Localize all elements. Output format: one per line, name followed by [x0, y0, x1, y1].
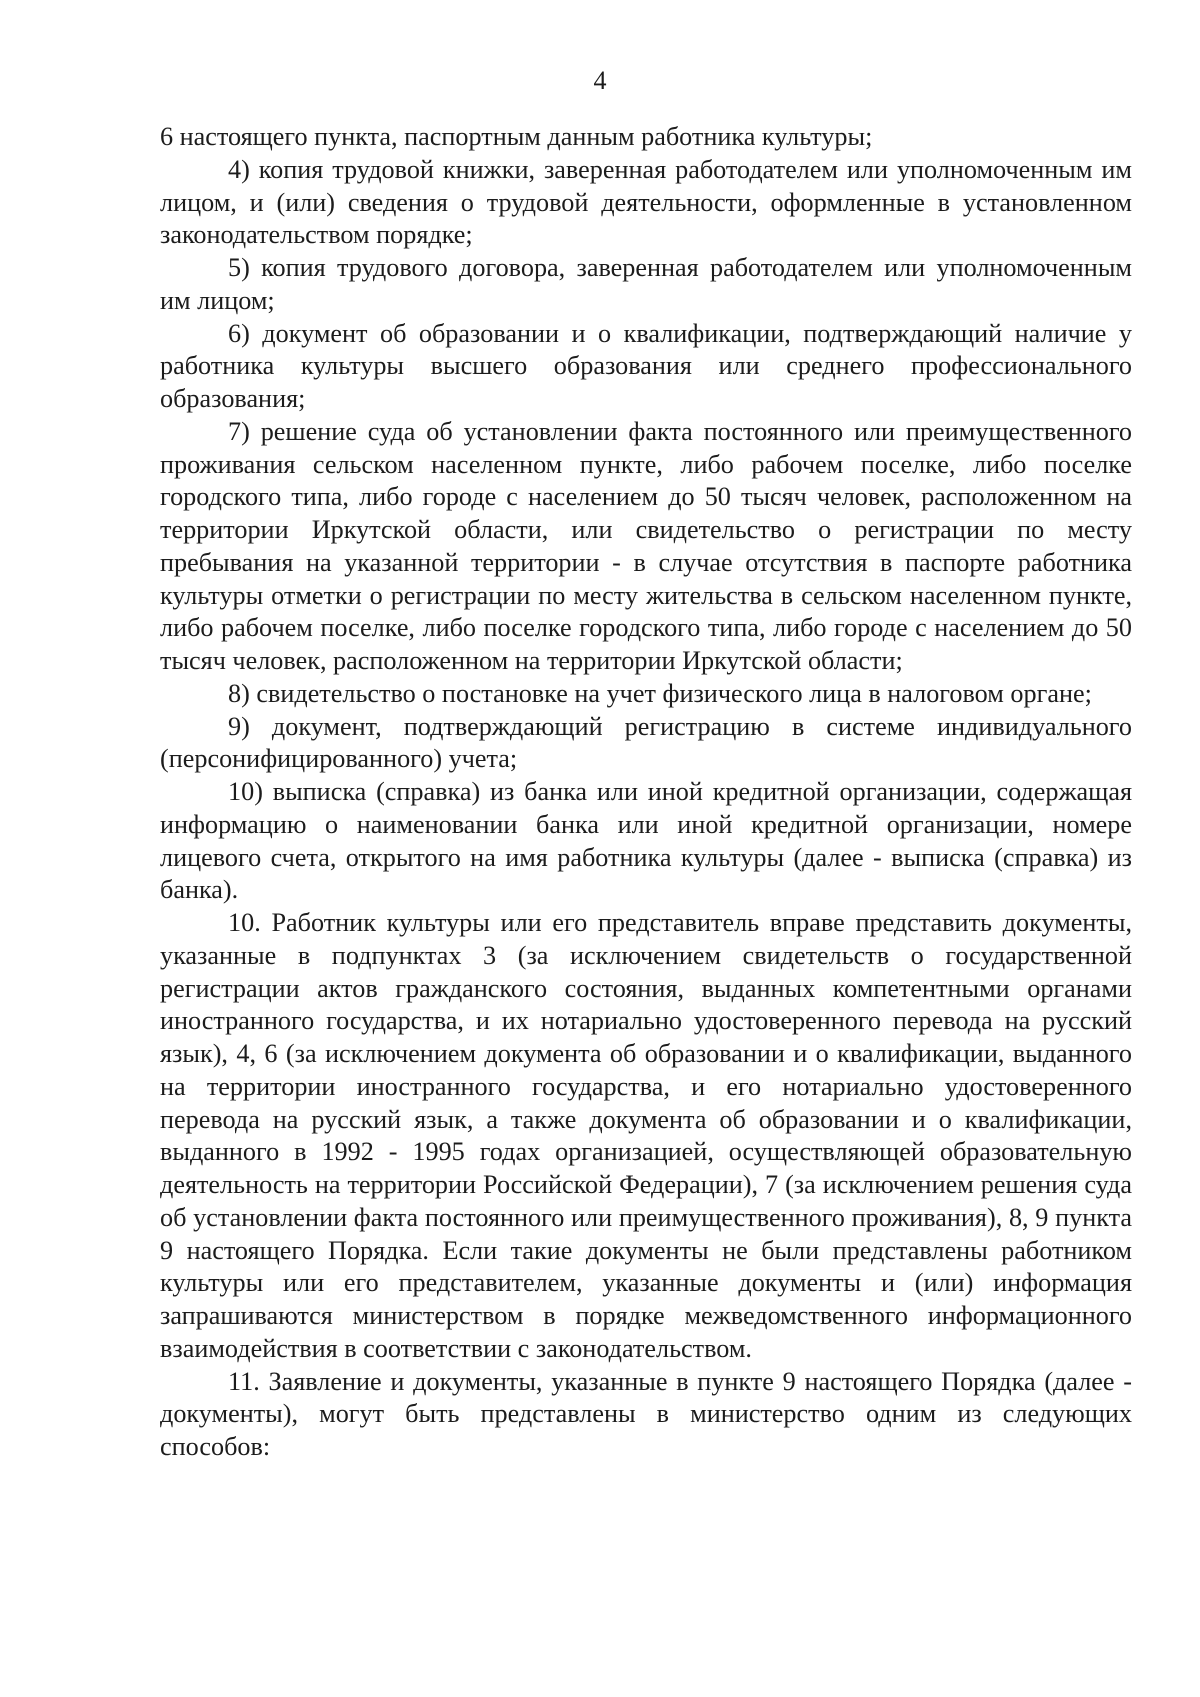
page-number: 4 — [593, 66, 607, 95]
paragraph-item-9: 9) документ, подтверждающий регистрацию в системе индивидуального (персонифицированного) учета; — [160, 711, 1132, 774]
paragraph-item-6: 6) документ об образовании и о квалификации, подтверждающий наличие у работника культуры высшего образования или среднего профессионального образования; — [160, 318, 1132, 413]
paragraph-continuation: 6 настоящего пункта, паспортным данным работника культуры; — [160, 122, 873, 151]
paragraph-item-5: 5) копия трудового договора, заверенная работодателем или уполномоченным им лицом; — [160, 253, 1132, 315]
document-body — [160, 121, 1132, 1464]
paragraph-item-8: 8) свидетельство о постановке на учет физического лица в налоговом органе; — [228, 678, 1092, 708]
paragraph-section-10: 10. Работник культуры или его представитель вправе представить документы, указанные в подпунктах 3 (за исключением свидетельств о государственной регистрации актов гражданского состояния, выданных компетентными органами иностранного государства, и их нотариально удостоверенного перевода на русский язык), 4, 6 (за исключением документа об образовании и о квалификации, выданного на территории иностранного государства, и его нотариально удостоверенного перевода на русский язык, а также документа об образовании и о квалификации, выданного в 1992 - 1995 годах организацией, осуществляющей образовательную деятельность на территории Российской Федерации), 7 (за исключением решения суда об установлении факта постоянного или преимущественного проживания), 8, 9 пункта 9 настоящего Порядка. Если такие документы не были представлены работником культуры или его представителем, указанные документы и (или) информация запрашиваются министерством в порядке межведомственного информационного взаимодействия в соответствии с законодательством. — [160, 908, 1132, 1363]
paragraph-item-4: 4) копия трудовой книжки, заверенная работодателем или уполномоченным им лицом, и (или) сведения о трудовой деятельности, оформленные в установленном законодательством порядке; — [160, 154, 1132, 250]
paragraph-section-11: 11. Заявление и документы, указанные в пункте 9 настоящего Порядка (далее - документы), могут быть представлены в министерство одним из следующих способов: — [160, 1366, 1132, 1461]
paragraph-item-10: 10) выписка (справка) из банка или иной кредитной организации, содержащая информацию о наименовании банка или иной кредитной организации, номере лицевого счета, открытого на имя работника культуры (далее - выписка (справка) из банка). — [160, 777, 1132, 905]
paragraph-item-7: 7) решение суда об установлении факта постоянного или преимущественного проживания сельском населенном пункте, либо рабочем поселке, либо поселке городского типа, либо городе с населением до 50 тысяч человек, расположенном на территории Иркутской области, или свидетельство о регистрации по месту пребывания на указанной территории - в случае отсутствия в паспорте работника культуры отметки о регистрации по месту жительства в сельском населенном пункте, либо рабочем поселке, либо поселке городского типа, либо городе с населением до 50 тысяч человек, расположенном на территории Иркутской области; — [160, 416, 1132, 675]
